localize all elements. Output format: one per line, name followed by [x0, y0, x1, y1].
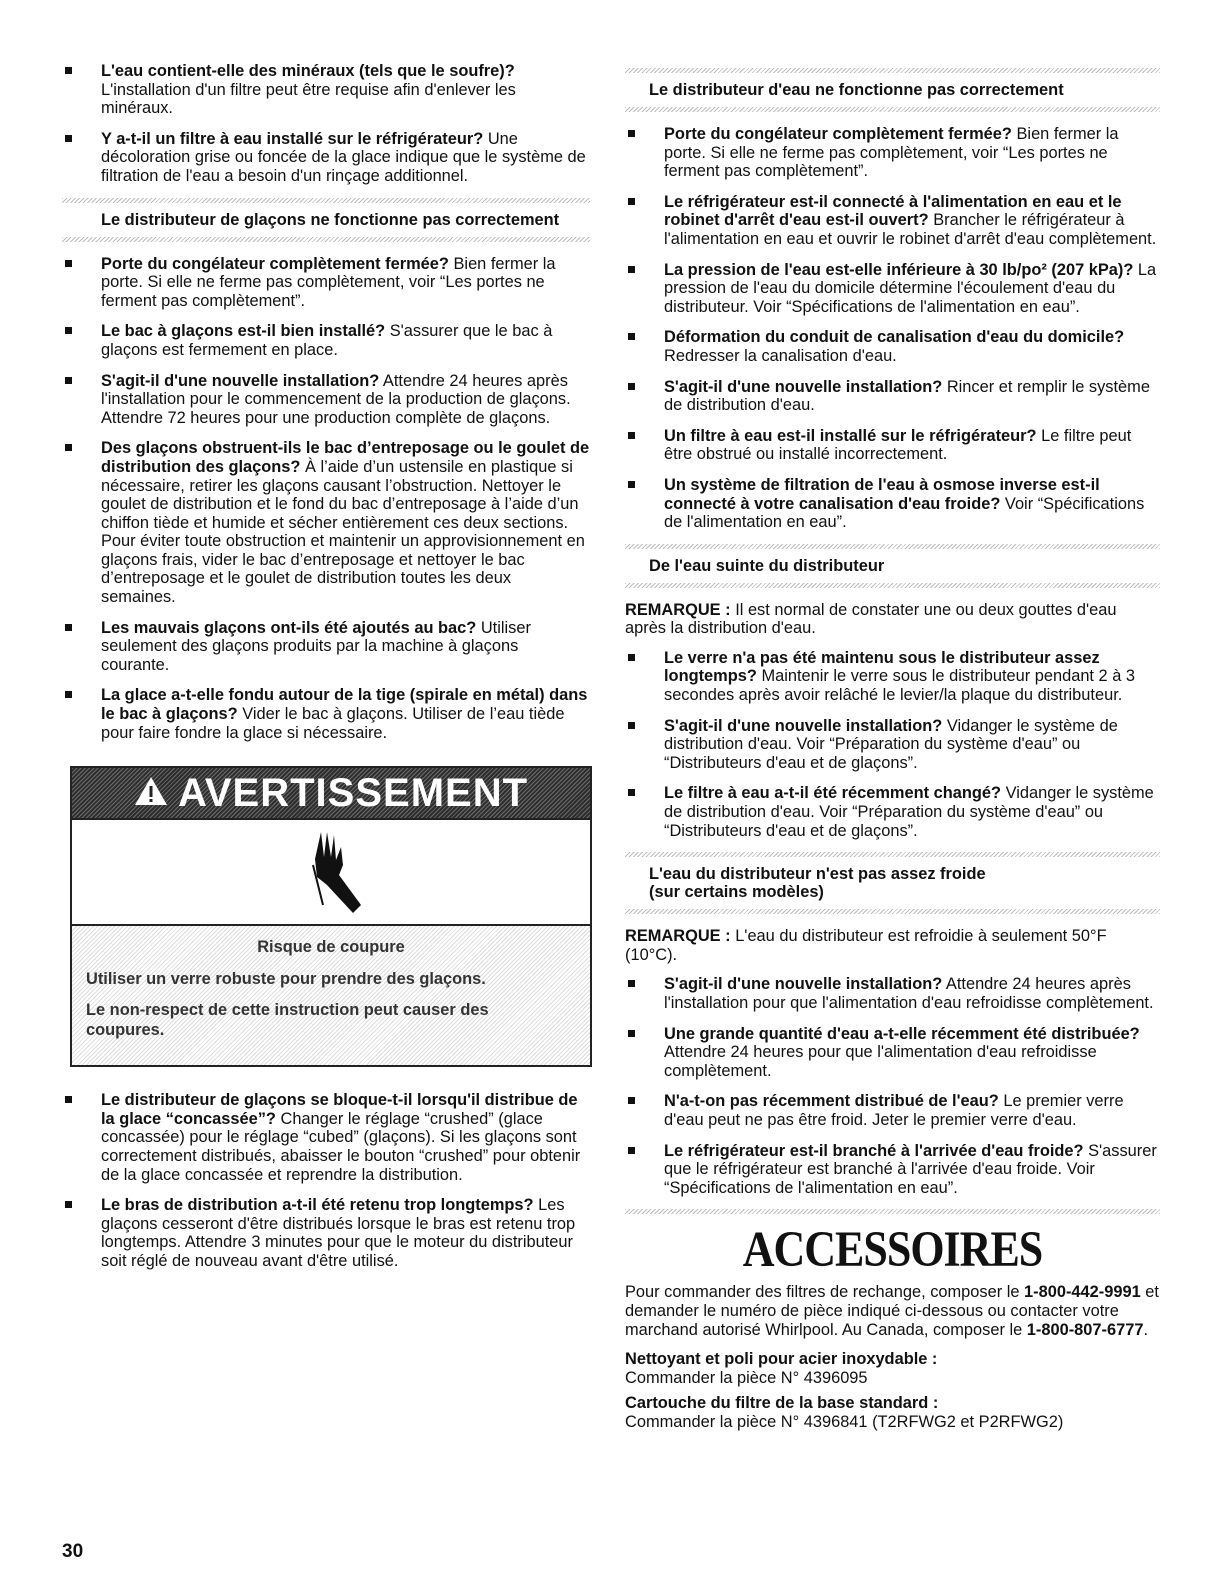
accessories-heading: ACCESSOIRES: [742, 1221, 1043, 1279]
list-item: S'agit-il d'une nouvelle installation? Vidanger le système de distribution d'eau. Voir “Préparation du système d'eau” ou “Distributeurs d'eau et de glaçons”.: [625, 717, 1160, 773]
list-item: La pression de l'eau est-elle inférieure à 30 lb/po² (207 kPa)? La pression de l'eau du domicile détermine l'écoulement d'eau du distributeur. Voir “Spécifications de l'alimentation en eau”.: [625, 261, 1160, 317]
warning-triangle-icon: [134, 771, 168, 816]
accessory-item: Nettoyant et poli pour acier inoxydable : Commander la pièce N° 4396095: [625, 1350, 938, 1388]
list-item: Des glaçons obstruent-ils le bac d’entreposage ou le goulet de distribution des glaçons? À l’aide d’un ustensile en plastique si nécessaire, retirer les glaçons causant l’obstruction. Nettoyer le goulet de distribution et le fond du bac d’entreposage à l’aide d’un chiffon tiède et humide et sécher entièrement ces deux sections. Pour éviter toute obstruction et maintenir un approvisionnement en glaçons frais, vider le bac d’entreposage et nettoyer le bac d’entreposage et le goulet de distribution toutes les deux semaines.: [62, 439, 590, 606]
list-item: La glace a-t-elle fondu autour de la tige (spirale en métal) dans le bac à glaçons? Vider le bac à glaçons. Utiliser de l’eau tiède pour faire fondre la glace si nécessaire.: [62, 686, 590, 742]
list-item: Une grande quantité d'eau a-t-elle récemment été distribuée? Attendre 24 heures pour que l'alimentation d'eau refroidisse complètement.: [625, 1025, 1160, 1081]
list-item: Porte du congélateur complètement fermée? Bien fermer la porte. Si elle ne ferme pas complètement, voir “Les portes ne ferment pas complètement”.: [62, 255, 590, 311]
divider: [625, 1209, 1160, 1214]
right-column: [625, 68, 1160, 1431]
list-item: Déformation du conduit de canalisation d'eau du domicile? Redresser la canalisation d'eau.: [625, 328, 1160, 365]
list-item: S'agit-il d'une nouvelle installation? Attendre 24 heures après l'installation pour le commencement de la production de glaçons. Attendre 72 heures pour une production complète de glaçons.: [62, 372, 590, 428]
accessories-intro: Pour commander des filtres de rechange, composer le 1-800-442-9991 et demander le numéro de pièce indiqué ci-dessous ou contacter votre marchand autorisé Whirlpool. Au Canada, composer le 1-800-807-6777.: [625, 1283, 1159, 1339]
list-item: Le réfrigérateur est-il branché à l'arrivée d'eau froide? S'assurer que le réfrigérateur est branché à l'arrivée d'eau froide. Voir “Spécifications de l'alimentation en eau”.: [625, 1142, 1160, 1198]
section-heading-water-dispenser: Le distributeur d'eau ne fonctionne pas correctement: [625, 68, 1160, 112]
list-item: S'agit-il d'une nouvelle installation? Rincer et remplir le système de distribution d'eau.: [625, 378, 1160, 415]
list-item: Le réfrigérateur est-il connecté à l'alimentation en eau et le robinet d'arrêt d'eau est-il ouvert? Brancher le réfrigérateur à l'alimentation en eau et ouvrir le robinet d'arrêt d'eau complètement.: [625, 193, 1160, 249]
list-item: N'a-t-on pas récemment distribué de l'eau? Le premier verre d'eau peut ne pas être froid. Jeter le premier verre d'eau.: [625, 1092, 1160, 1129]
note: REMARQUE : L'eau du distributeur est refroidie à seulement 50°F (10°C).: [625, 927, 1107, 964]
note: REMARQUE : Il est normal de constater une ou deux gouttes d'eau après la distribution d'eau.: [625, 600, 1117, 638]
list-item: L'eau contient-elle des minéraux (tels que le soufre)? L'installation d'un filtre peut être requise afin d'enlever les minéraux.: [62, 62, 590, 118]
left-column: [62, 62, 590, 1283]
list-item: Porte du congélateur complètement fermée? Bien fermer la porte. Si elle ne ferme pas complètement, voir “Les portes ne ferment pas complètement”.: [625, 125, 1160, 181]
warning-text: Risque de coupure Utiliser un verre robuste pour prendre des glaçons. Le non-respect de cette instruction peut causer des coupures.: [72, 924, 590, 1065]
list-item: Le verre n'a pas été maintenu sous le distributeur assez longtemps? Maintenir le verre sous le distributeur pendant 2 à 3 secondes après avoir relâché le levier/la plaque du distributeur.: [625, 649, 1160, 705]
accessory-item: Cartouche du filtre de la base standard : Commander la pièce N° 4396841 (T2RFWG2 et P2RFWG2): [625, 1393, 1064, 1431]
section-heading-ice-dispenser: Le distributeur de glaçons ne fonctionne pas correctement: [62, 198, 590, 242]
list-item: Le filtre à eau a-t-il été récemment changé? Vidanger le système de distribution d'eau. Voir “Préparation du système d'eau” ou “Distributeurs d'eau et de glaçons”.: [625, 784, 1160, 840]
list-item: Un filtre à eau est-il installé sur le réfrigérateur? Le filtre peut être obstrué ou installé incorrectement.: [625, 427, 1160, 464]
list-item: Y a-t-il un filtre à eau installé sur le réfrigérateur? Une décoloration grise ou foncée de la glace indique que le système de filtration de l'eau a besoin d'un rinçage additionnel.: [62, 130, 590, 186]
list-item: Le bac à glaçons est-il bien installé? S'assurer que le bac à glaçons est fermement en place.: [62, 322, 590, 359]
page-number: 30: [62, 1541, 84, 1562]
list-item: Le distributeur de glaçons se bloque-t-il lorsqu'il distribue de la glace “concassée”? Changer le réglage “crushed” (glace concassée) pour le réglage “cubed” (glaçons). Si les glaçons sont correctement distribués, abaisser le bouton “crushed” pour obtenir de la glace concassée et reprendre la distribution.: [62, 1091, 590, 1184]
warning-banner: AVERTISSEMENT: [72, 768, 590, 820]
warning-box: [70, 766, 592, 1067]
list-item: S'agit-il d'une nouvelle installation? Attendre 24 heures après l'installation pour que l'alimentation d'eau refroidisse complètement.: [625, 975, 1160, 1012]
list-item: Le bras de distribution a-t-il été retenu trop longtemps? Les glaçons cesseront d'être distribués lorsque le bras est retenu trop longtemps. Attendre 3 minutes pour que le moteur du distributeur soit réglé de nouveau avant d'être utilisé.: [62, 1196, 590, 1270]
section-heading-water-not-cold: L'eau du distributeur n'est pas assez froide (sur certains modèles): [625, 852, 1160, 914]
list-item: Les mauvais glaçons ont-ils été ajoutés au bac? Utiliser seulement des glaçons produits par la machine à glaçons courante.: [62, 619, 590, 675]
list-item: Un système de filtration de l'eau à osmose inverse est-il connecté à votre canalisation d'eau froide? Voir “Spécifications de l'alimentation en eau”.: [625, 476, 1160, 532]
section-heading-water-leak: De l'eau suinte du distributeur: [625, 544, 1160, 588]
hand-cut-icon: [72, 820, 590, 924]
